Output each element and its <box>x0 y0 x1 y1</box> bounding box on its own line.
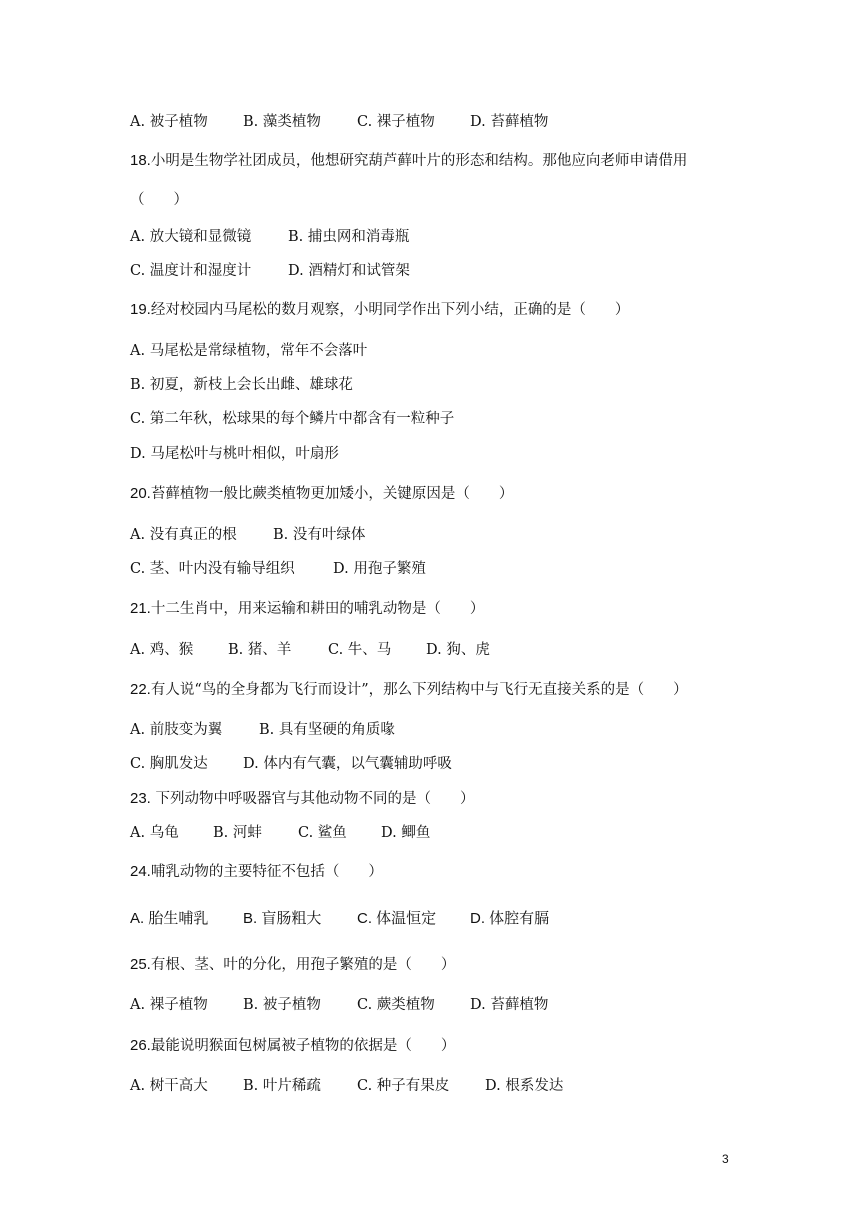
q18-paren: （ ） <box>130 192 188 208</box>
q20-text: 苔藓植物一般比蕨类植物更加矮小，关键原因是（ ） <box>150 486 514 502</box>
q18-number: 18. <box>130 152 151 169</box>
q21-option-a: A. 鸡、猴 <box>130 642 194 658</box>
q18-option-d: D. 酒精灯和试管架 <box>288 263 410 279</box>
q23-option-d: D. 鲫鱼 <box>381 825 431 841</box>
q22-option-d: D. 体内有气囊，以气囊辅助呼吸 <box>243 756 452 772</box>
q25-text: 有根、茎、叶的分化，用孢子繁殖的是（ ） <box>150 957 456 973</box>
q20-stem <box>130 484 513 504</box>
q21-option-b: B. 猪、羊 <box>228 642 292 658</box>
q24-option-c: C. 体温恒定 <box>357 910 437 927</box>
q20-option-c: C. 茎、叶内没有输导组织 <box>130 561 295 577</box>
q23-number: 23. <box>130 790 151 807</box>
q26-text: 最能说明猴面包树属被子植物的依据是（ ） <box>150 1038 456 1054</box>
q22-text: 有人说“鸟的全身都为飞行而设计”，那么下列结构中与飞行无直接关系的是（ ） <box>150 682 688 698</box>
q26-option-a: A. 树干高大 <box>130 1078 208 1094</box>
q26-option-b: B. 叶片稀疏 <box>243 1078 321 1094</box>
q24-option-b: B. 盲肠粗大 <box>243 910 322 927</box>
q19-option-b: B. 初夏，新枝上会长出雌、雄球花 <box>130 377 353 393</box>
q18-stem <box>130 151 687 171</box>
q23-option-a: A. 乌龟 <box>130 825 179 841</box>
q18-option-a: A. 放大镜和显微镜 <box>130 229 252 245</box>
q23-option-b: B. 河蚌 <box>213 825 262 841</box>
q22-number: 22. <box>130 681 151 698</box>
q18-option-c: C. 温度计和湿度计 <box>130 263 252 279</box>
q17-option-a: A. 被子植物 <box>130 114 208 130</box>
q26-option-d: D. 根系发达 <box>485 1078 564 1094</box>
q23-option-c: C. 鲨鱼 <box>298 825 347 841</box>
q24-option-a: A. 胎生哺乳 <box>130 910 209 927</box>
q22-option-c: C. 胸肌发达 <box>130 756 208 772</box>
page-number: 3 <box>722 1152 729 1166</box>
q24-option-d: D. 体腔有膈 <box>470 910 550 927</box>
q17-option-d: D. 苔藓植物 <box>470 114 549 130</box>
q17-option-b: B. 藻类植物 <box>243 114 321 130</box>
q20-number: 20. <box>130 485 151 502</box>
q20-option-d: D. 用孢子繁殖 <box>333 561 426 577</box>
q20-option-a: A. 没有真正的根 <box>130 527 237 543</box>
q21-number: 21. <box>130 600 151 617</box>
q21-text: 十二生肖中，用来运输和耕田的哺乳动物是（ ） <box>150 601 485 617</box>
q19-option-c: C. 第二年秋，松球果的每个鳞片中都含有一粒种子 <box>130 411 455 427</box>
q21-stem <box>130 599 484 619</box>
q25-option-a: A. 裸子植物 <box>130 997 208 1013</box>
q18-text: 小明是生物学社团成员，他想研究葫芦藓叶片的形态和结构。那他应向老师申请借用 <box>150 153 688 169</box>
q25-option-b: B. 被子植物 <box>243 997 321 1013</box>
q19-stem <box>130 300 629 320</box>
q24-number: 24. <box>130 863 151 880</box>
q22-stem <box>130 680 688 700</box>
q25-option-d: D. 苔藓植物 <box>470 997 549 1013</box>
q26-stem <box>130 1036 455 1056</box>
q23-stem <box>130 789 474 809</box>
q22-option-b: B. 具有坚硬的角质喙 <box>259 722 395 738</box>
q23-text: 下列动物中呼吸器官与其他动物不同的是（ ） <box>150 791 475 807</box>
q25-number: 25. <box>130 956 151 973</box>
q26-number: 26. <box>130 1037 151 1054</box>
q22-option-a: A. 前肢变为翼 <box>130 722 223 738</box>
q19-text: 经对校园内马尾松的数月观察，小明同学作出下列小结，正确的是（ ） <box>150 302 630 318</box>
q19-option-d: D. 马尾松叶与桃叶相似，叶扇形 <box>130 446 339 462</box>
q24-stem <box>130 862 383 882</box>
q18-option-b: B. 捕虫网和消毒瓶 <box>288 229 410 245</box>
q20-option-b: B. 没有叶绿体 <box>273 527 366 543</box>
q17-option-c: C. 裸子植物 <box>357 114 435 130</box>
q25-stem <box>130 955 455 975</box>
q21-option-d: D. 狗、虎 <box>426 642 490 658</box>
q26-option-c: C. 种子有果皮 <box>357 1078 450 1094</box>
q19-number: 19. <box>130 301 151 318</box>
q19-option-a: A. 马尾松是常绿植物，常年不会落叶 <box>130 343 368 359</box>
q25-option-c: C. 蕨类植物 <box>357 997 435 1013</box>
q21-option-c: C. 牛、马 <box>328 642 392 658</box>
q24-text: 哺乳动物的主要特征不包括（ ） <box>150 864 383 880</box>
